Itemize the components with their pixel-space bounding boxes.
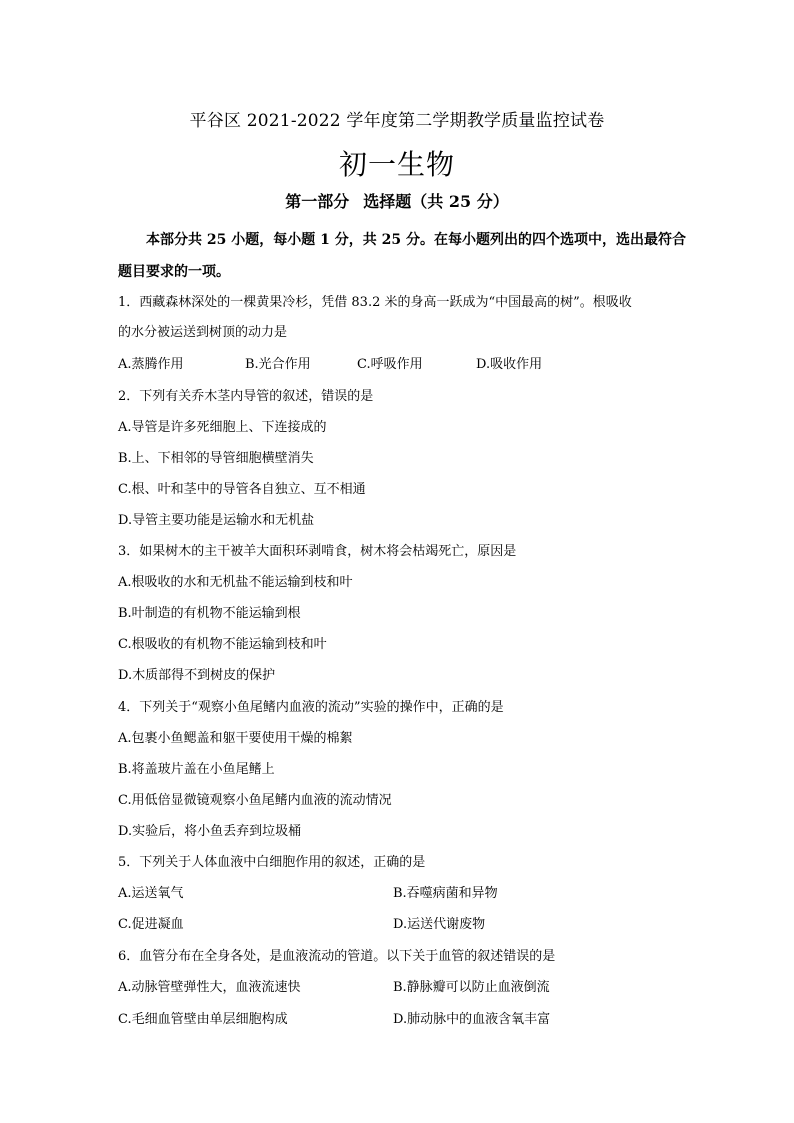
question-3-option-d: D.木质部得不到树皮的保护 xyxy=(118,668,276,683)
instructions-line-2: 题目要求的一项。 xyxy=(118,264,230,280)
question-2-option-a: A.导管是许多死细胞上、下连接成的 xyxy=(118,420,327,435)
question-5-option-a: A.运送氧气 xyxy=(118,886,184,901)
question-2-option-c: C.根、叶和茎中的导管各自独立、互不相通 xyxy=(118,482,366,497)
question-5-stem: 5．下列关于人体血液中白细胞作用的叙述，正确的是 xyxy=(118,855,426,870)
question-6-option-a: A.动脉管壁弹性大，血液流速快 xyxy=(118,980,301,995)
question-2-option-d: D.导管主要功能是运输水和无机盐 xyxy=(118,513,315,528)
question-6-option-b: B.静脉瓣可以防止血液倒流 xyxy=(393,980,550,995)
question-6-option-d: D.肺动脉中的血液含氧丰富 xyxy=(393,1012,551,1027)
part-label: 第一部分 xyxy=(285,192,350,211)
question-5-option-b: B.吞噬病菌和异物 xyxy=(393,886,498,901)
question-2-option-b: B.上、下相邻的导管细胞横壁消失 xyxy=(118,451,314,466)
question-1-option-d: D.吸收作用 xyxy=(476,357,543,372)
question-3-stem: 3．如果树木的主干被羊大面积环剥啃食，树木将会枯竭死亡，原因是 xyxy=(118,544,517,559)
question-1-option-c: C.呼吸作用 xyxy=(357,357,423,372)
part-title: 选择题（共 25 分） xyxy=(363,192,509,211)
instructions-line-1: 本部分共 25 小题，每小题 1 分，共 25 分。在每小题列出的四个选项中，选出最符合 xyxy=(146,232,686,248)
part-heading xyxy=(0,189,794,212)
question-5-option-c: C.促进凝血 xyxy=(118,917,184,932)
question-3-option-a: A.根吸收的水和无机盐不能运输到枝和叶 xyxy=(118,575,353,590)
question-6-stem: 6．血管分布在全身各处，是血液流动的管道。以下关于血管的叙述错误的是 xyxy=(118,949,556,964)
question-6-option-c: C.毛细血管壁由单层细胞构成 xyxy=(118,1012,288,1027)
question-1-stem-line-2: 的水分被运送到树顶的动力是 xyxy=(118,325,288,340)
exam-title: 平谷区 2021-2022 学年度第二学期教学质量监控试卷 xyxy=(189,111,605,131)
question-1-option-a: A.蒸腾作用 xyxy=(118,357,184,372)
question-3-option-b: B.叶制造的有机物不能运输到根 xyxy=(118,606,301,621)
question-4-option-b: B.将盖玻片盖在小鱼尾鳍上 xyxy=(118,762,275,777)
question-1-stem-line-1: 1．西藏森林深处的一棵黄果冷杉，凭借 83.2 米的身高一跃成为“中国最高的树”。根吸收 xyxy=(118,295,632,310)
question-4-option-c: C.用低倍显微镜观察小鱼尾鳍内血液的流动情况 xyxy=(118,793,392,808)
question-1-option-b: B.光合作用 xyxy=(245,357,311,372)
question-4-stem: 4．下列关于“观察小鱼尾鳍内血液的流动”实验的操作中，正确的是 xyxy=(118,700,504,715)
subject-title: 初一生物 xyxy=(338,148,455,181)
question-2-stem: 2．下列有关乔木茎内导管的叙述，错误的是 xyxy=(118,389,374,404)
question-5-option-d: D.运送代谢废物 xyxy=(393,917,486,932)
question-3-option-c: C.根吸收的有机物不能运输到枝和叶 xyxy=(118,637,327,652)
question-4-option-d: D.实验后，将小鱼丢弃到垃圾桶 xyxy=(118,824,302,839)
question-4-option-a: A.包裹小鱼鳃盖和躯干要使用干燥的棉絮 xyxy=(118,731,353,746)
